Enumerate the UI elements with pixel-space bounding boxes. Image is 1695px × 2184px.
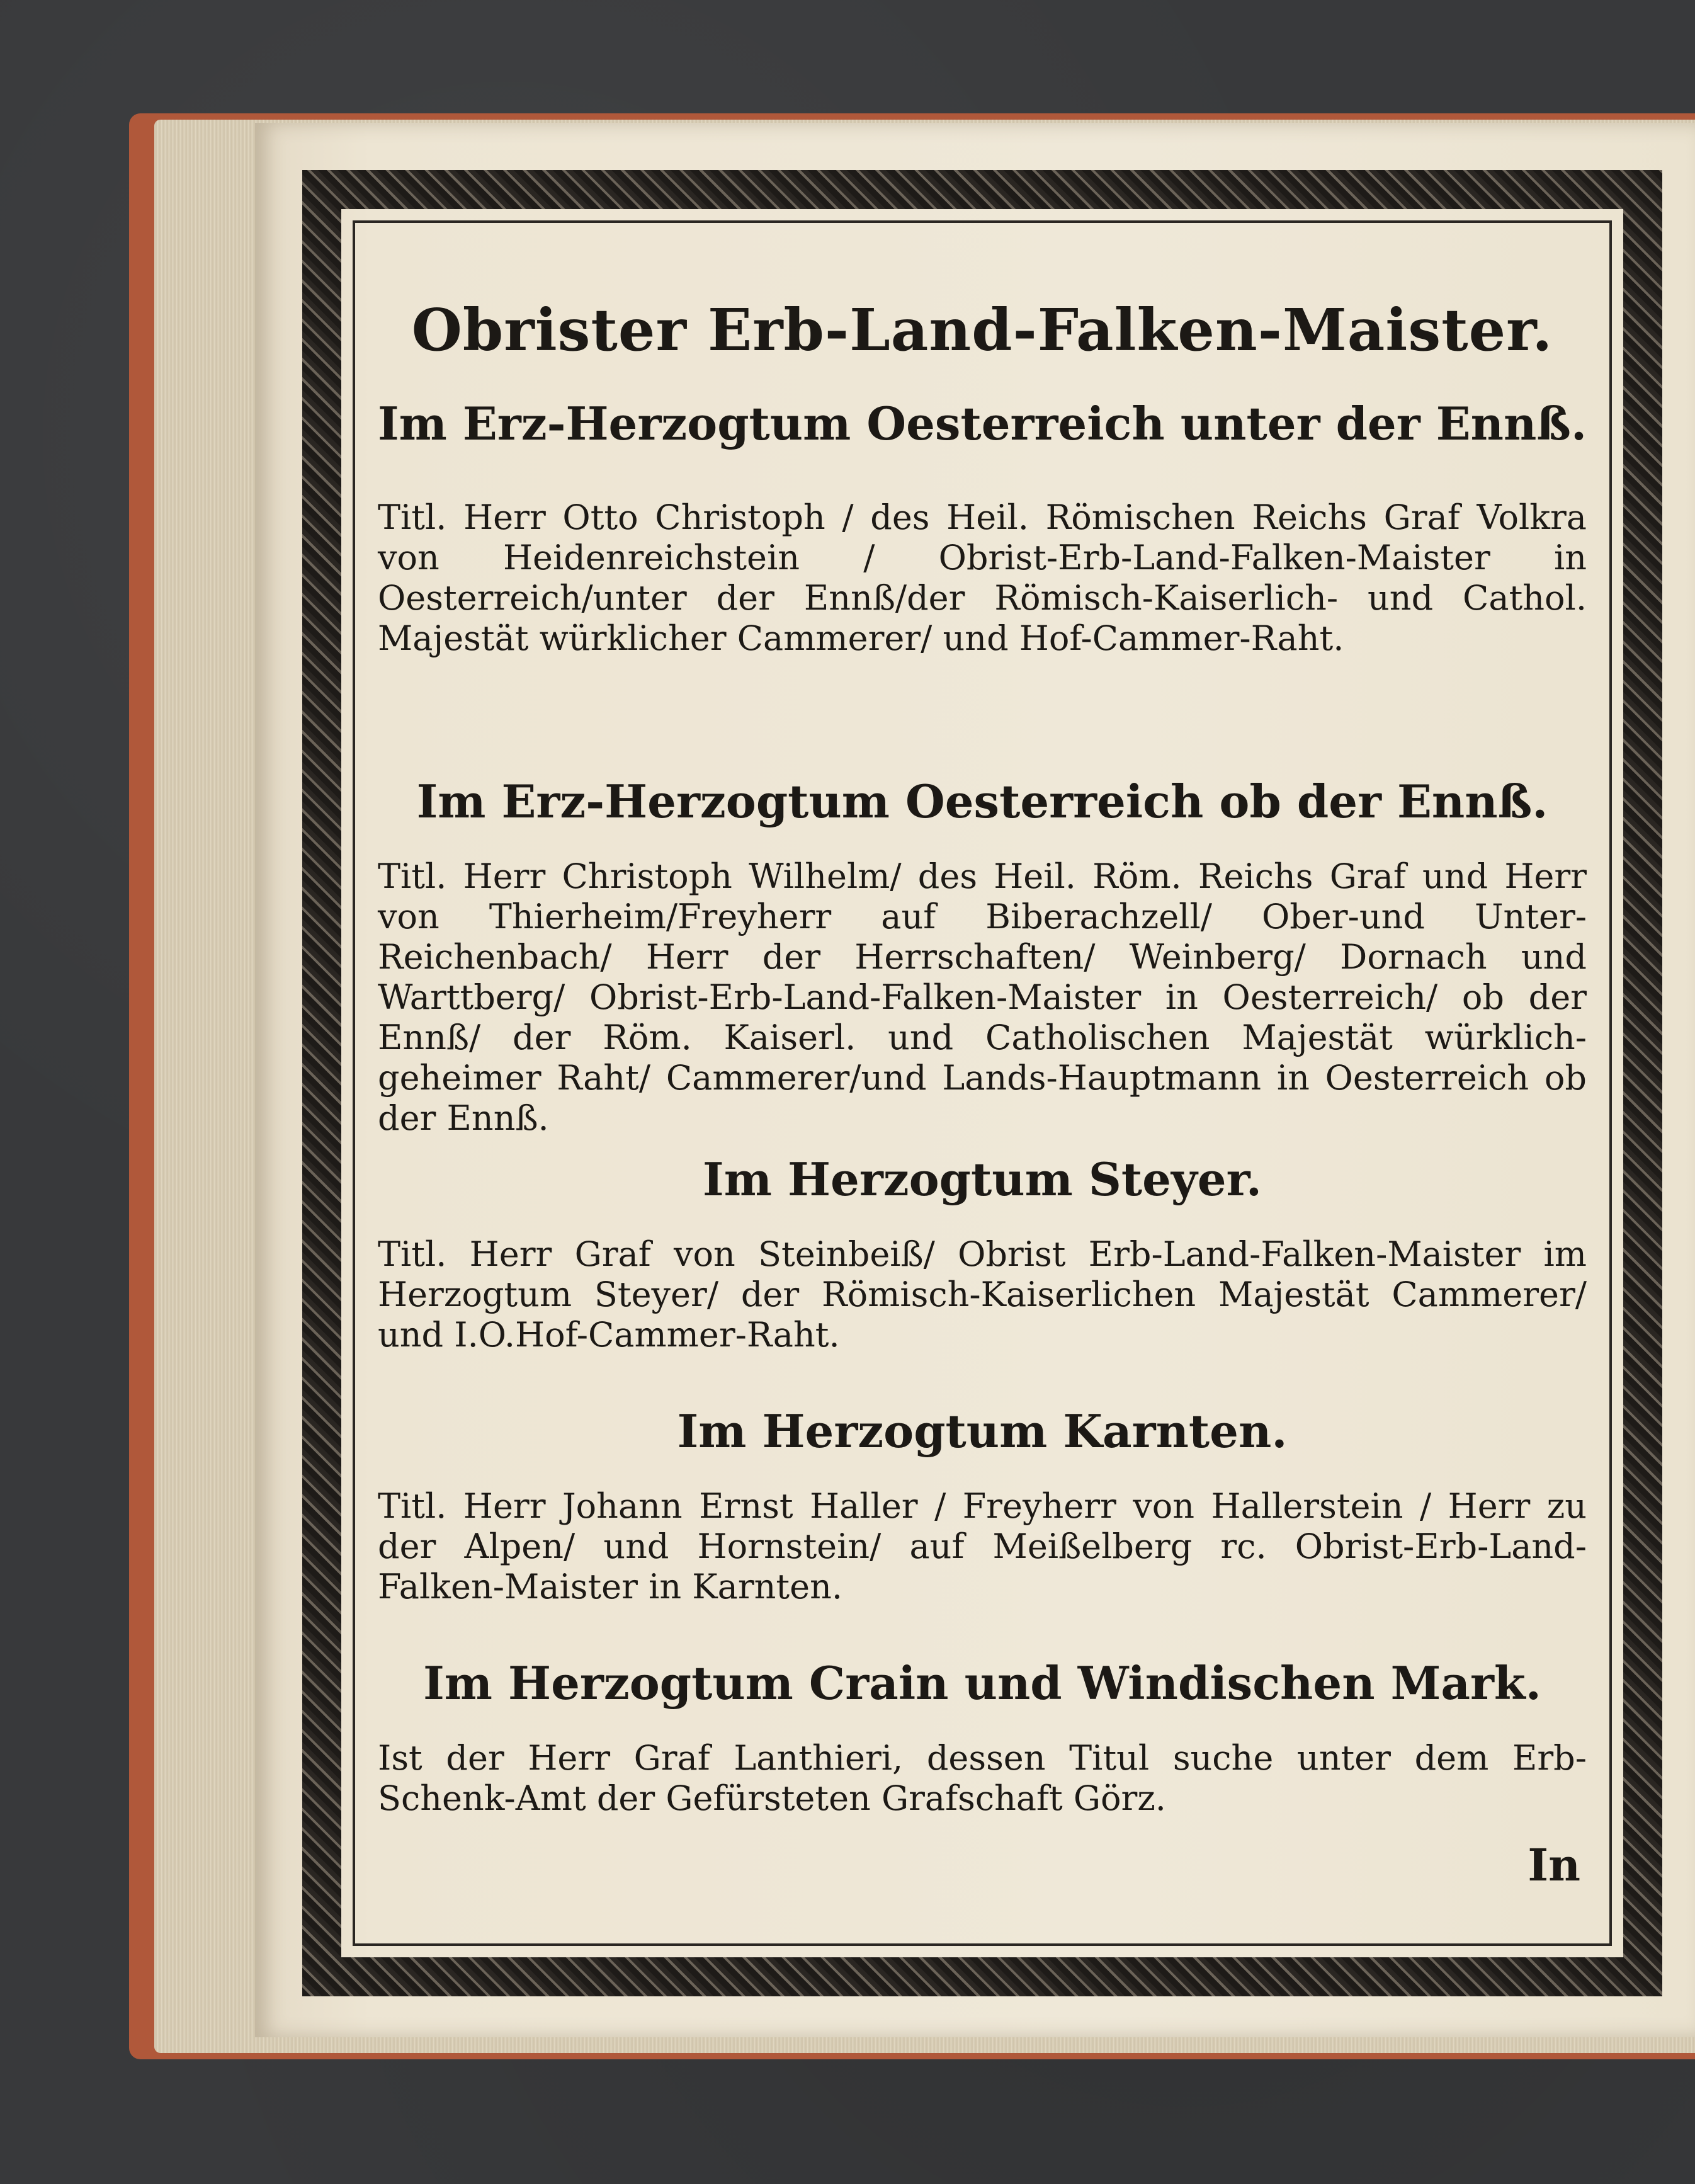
section-text-2: Titl. Herr Christoph Wilhelm/ des Heil. Röm. Reichs Graf und Herr von Thierheim/Freyherr auf Biberachzell/ Ober-und Unter-Reichenbach/ Herr der Herrschaften/ Weinberg/ Dornach und Warttberg/ Obrist-Erb-Land-Falken-Maister in Oesterreich/ ob der Ennß/ der Röm. Kaiserl. und Catholischen Majestät würklich-geheimer Raht/ Cammerer/und Lands-Hauptmann in Oesterreich ob der Ennß.: [378, 856, 1587, 1138]
page-content: [378, 290, 1587, 1940]
section-text-3: Titl. Herr Graf von Steinbeiß/ Obrist Erb-Land-Falken-Maister im Herzogtum Steyer/ der Römisch-Kaiserlichen Majestät Cammerer/ und I.O.Hof-Cammer-Raht.: [378, 1234, 1587, 1355]
section-heading-2: Im Erz-Herzogtum Oesterreich ob der Ennß.: [416, 775, 1548, 828]
catchword: In: [1528, 1839, 1580, 1891]
section-heading-1: Im Erz-Herzogtum Oesterreich unter der Ennß.: [378, 397, 1587, 450]
section-text-5: Ist der Herr Graf Lanthieri, dessen Titul suche unter dem Erb-Schenk-Amt der Gefürsteten Grafschaft Görz.: [378, 1738, 1587, 1818]
section-heading-4: Im Herzogtum Karnten.: [677, 1404, 1288, 1458]
section-heading-5: Im Herzogtum Crain und Windischen Mark.: [423, 1656, 1541, 1710]
page-title: Obrister Erb-Land-Falken-Maister.: [411, 296, 1553, 364]
section-text-1: Titl. Herr Otto Christoph / des Heil. Römischen Reichs Graf Volkra von Heidenreichstein / Obrist-Erb-Land-Falken-Maister in Oesterreich/unter der Ennß/der Römisch-Kaiserlich- und Cathol. Majestät würklicher Cammerer/ und Hof-Cammer-Raht.: [378, 498, 1587, 658]
section-text-4: Titl. Herr Johann Ernst Haller / Freyherr von Hallerstein / Herr zu der Alpen/ und Hornstein/ auf Meißelberg rc. Obrist-Erb-Land-Falken-Maister in Karnten.: [378, 1486, 1587, 1607]
section-heading-3: Im Herzogtum Steyer.: [703, 1152, 1262, 1206]
